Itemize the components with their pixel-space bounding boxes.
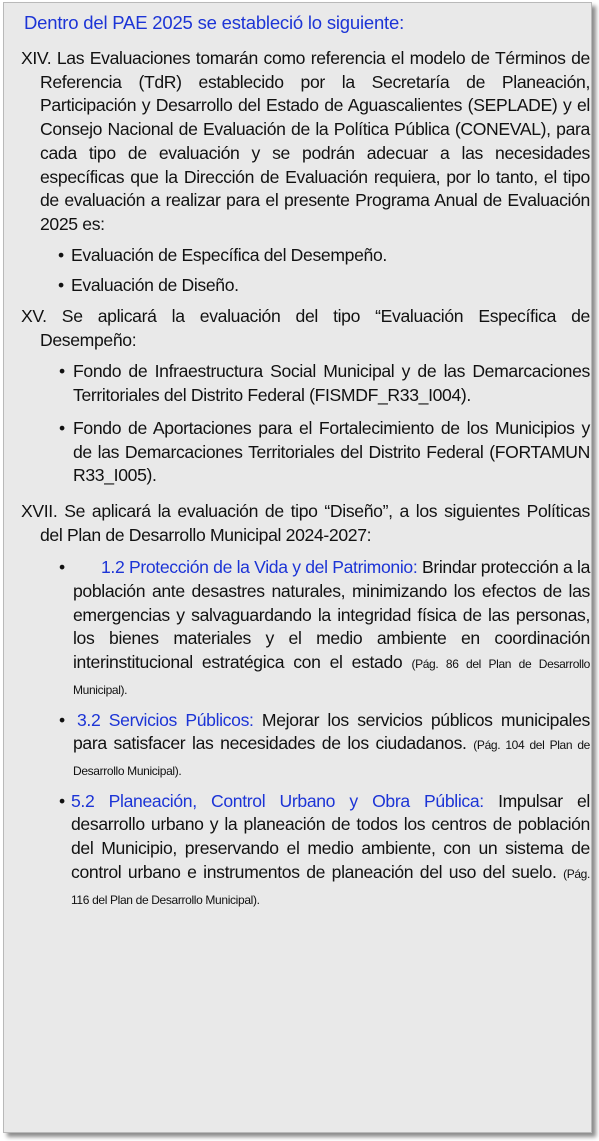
policy-reference: (Pág. 86 del Plan de Desarrollo Municipal). — [73, 657, 590, 697]
bullet-icon: • — [59, 417, 65, 438]
bullet-icon: • — [58, 244, 64, 265]
list-item-text: Evaluación de Específica del Desempeño. — [71, 244, 387, 265]
section-xvii-list — [21, 556, 590, 912]
list-item-text: Fondo de Aportaciones para el Fortalecimiento de los Municipios y de las Demarcaciones Territoriales del Distrito Federal (FORTAMUN R33_I005). — [73, 417, 590, 486]
list-item — [21, 360, 590, 407]
policy-title: 5.2 Planeación, Control Urbano y Obra Pública: — [71, 790, 484, 811]
list-item — [21, 790, 590, 913]
section-xiv: XIV. Las Evaluaciones tomarán como referencia el modelo de Términos de Referencia (TdR) establecido por la Secretaría de Planeación, Participación y Desarrollo del Estado de Aguascalientes (SEPLADE) y el Consejo Nacional de Evaluación de la Política Pública (CONEVAL), para cada tipo de evaluación y se podrán adecuar a las necesidades específicas que la Dirección de Evaluación requiera, por lo tanto, el tipo de evaluación a realizar para el presente Programa Anual de Evaluación 2025 es: — [21, 48, 590, 234]
list-item — [21, 417, 590, 488]
policy-title: 3.2 Servicios Públicos: — [77, 709, 254, 730]
list-item — [21, 244, 590, 268]
policy-reference: (Pág. 104 del Plan de Desarrollo Municipal). — [73, 738, 590, 778]
section-xv-list — [21, 360, 590, 488]
panel-content — [21, 47, 590, 912]
policy-title: 1.2 Protección de la Vida y del Patrimonio: — [101, 557, 418, 578]
policy-body: Mejorar los servicios públicos municipales para satisfacer las necesidades de los ciudadanos. — [73, 709, 590, 754]
policy-body: Impulsar el desarrollo urbano y la planeación de todos los centros de población del Municipio, preservando el medio ambiente, con un sistema de control urbano e instrumentos de planeación del uso del suelo. — [71, 790, 590, 882]
bullet-icon: • — [59, 557, 65, 578]
policy-reference: (Pág. 116 del Plan de Desarrollo Municipal). — [71, 866, 590, 907]
bullet-icon: • — [59, 790, 65, 811]
bullet-icon: • — [58, 275, 64, 296]
list-item — [21, 274, 590, 298]
panel-heading: Dentro del PAE 2025 se estableció lo siguiente: — [24, 12, 405, 33]
bullet-icon: • — [59, 361, 65, 382]
list-item-text: Fondo de Infraestructura Social Municipal y de las Demarcaciones Territoriales del Distrito Federal (FISMDF_R33_I004). — [73, 361, 590, 406]
policy-body: Brindar protección a la población ante desastres naturales, minimizando los efectos de las emergencias y salvaguardando la integridad física de las personas, los bienes materiales y el medio ambiente en coordinación interinstitucional estratégica con el estado — [73, 557, 591, 673]
list-item — [21, 709, 590, 784]
section-xvii: XVII. Se aplicará la evaluación de tipo “Diseño”, a los siguientes Políticas del Plan de Desarrollo Municipal 2024-2027: — [21, 500, 590, 545]
section-xv: XV. Se aplicará la evaluación del tipo “Evaluación Específica de Desempeño: — [21, 306, 590, 350]
list-item-text: Evaluación de Diseño. — [71, 275, 239, 296]
bullet-icon: • — [59, 709, 65, 730]
text-panel — [3, 2, 592, 1133]
list-item — [21, 556, 590, 702]
section-xiv-list — [21, 244, 590, 298]
